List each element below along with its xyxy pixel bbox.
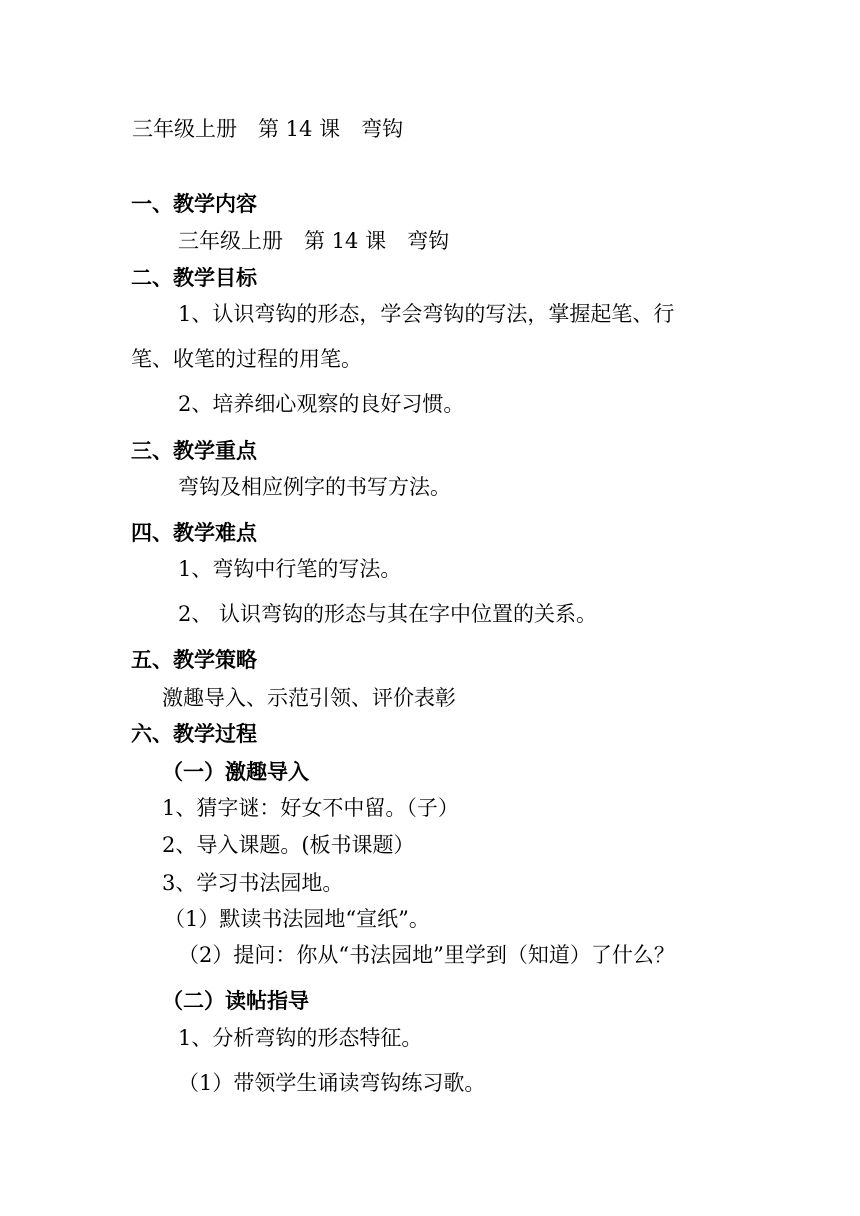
process-part-1-sub-2: （2）提问：你从“书法园地”里学到（知道）了什么？ bbox=[178, 943, 675, 967]
content-text: 三年级上册 第 14 课 弯钩 bbox=[178, 229, 450, 253]
goal-item-1-line-2: 笔、收笔的过程的用笔。 bbox=[131, 347, 362, 371]
goal-item-1-line-1: 1、认识弯钩的形态，学会弯钩的写法，掌握起笔、行 bbox=[178, 302, 675, 326]
strategy-text: 激趣导入、示范引领、评价表彰 bbox=[162, 686, 456, 710]
section-heading-content: 一、教学内容 bbox=[131, 192, 257, 216]
title-line: 三年级上册 第 14 课 弯钩 bbox=[132, 117, 404, 141]
key-points-text: 弯钩及相应例字的书写方法。 bbox=[178, 475, 451, 499]
goal-item-2: 2、培养细心观察的良好习惯。 bbox=[178, 392, 465, 416]
section-heading-key-points: 三、教学重点 bbox=[131, 439, 257, 463]
process-part-1-sub-1: （1）默读书法园地“宣纸”。 bbox=[164, 907, 430, 931]
difficulty-item-2: 2、 认识弯钩的形态与其在字中位置的关系。 bbox=[178, 602, 598, 626]
process-part-1-item-1: 1、猜字谜：好女不中留。（子） bbox=[162, 796, 459, 820]
section-heading-strategy: 五、教学策略 bbox=[131, 648, 257, 672]
process-part-1-heading: （一）激趣导入 bbox=[162, 760, 309, 784]
difficulty-item-1: 1、弯钩中行笔的写法。 bbox=[178, 557, 402, 581]
process-part-2-item-1: 1、分析弯钩的形态特征。 bbox=[178, 1026, 423, 1050]
section-heading-goals: 二、教学目标 bbox=[131, 266, 257, 290]
process-part-2-sub-1: （1）带领学生诵读弯钩练习歌。 bbox=[178, 1071, 486, 1095]
section-heading-process: 六、教学过程 bbox=[131, 722, 257, 746]
process-part-1-item-3: 3、学习书法园地。 bbox=[162, 871, 344, 895]
process-part-2-heading: （二）读帖指导 bbox=[162, 989, 309, 1013]
process-part-1-item-2: 2、导入课题。(板书课题） bbox=[162, 833, 415, 857]
section-heading-difficulties: 四、教学难点 bbox=[131, 521, 257, 545]
